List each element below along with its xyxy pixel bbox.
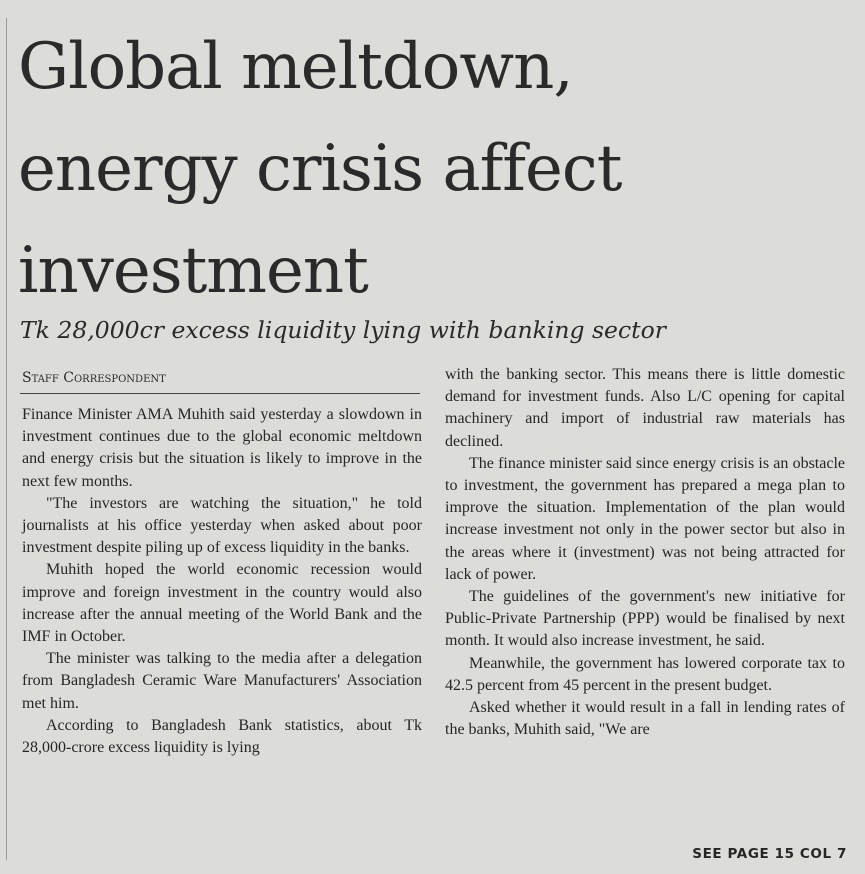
- headline: Global meltdown, energy crisis affect investment: [18, 30, 622, 308]
- article-column-2: [445, 364, 845, 741]
- article-paragraph: "The investors are watching the situation," he told journalists at his office yesterday when asked about poor investment despite piling up of excess liquidity in the banks.: [22, 494, 422, 557]
- article-column-1: [22, 404, 422, 759]
- article-paragraph: Muhith hoped the world economic recession would improve and foreign investment in the country would also increase after the annual meeting of the World Bank and the IMF in October.: [22, 561, 422, 646]
- article-paragraph: Asked whether it would result in a fall in lending rates of the banks, Muhith said, "We are: [445, 699, 845, 739]
- subheadline: Tk 28,000cr excess liquidity lying with banking sector: [20, 316, 666, 344]
- byline: Staff Correspondent: [22, 370, 166, 386]
- article-paragraph: According to Bangladesh Bank statistics, about Tk 28,000-crore excess liquidity is lying: [22, 716, 422, 757]
- article-paragraph: with the banking sector. This means there is little domestic demand for investment funds. Also L/C opening for capital machinery and import of industrial raw materials has declined.: [445, 366, 845, 450]
- article-paragraph: Finance Minister AMA Muhith said yesterday a slowdown in investment continues due to the global economic meltdown and energy crisis but the situation is likely to improve in the next few months.: [22, 406, 422, 490]
- article-paragraph: The guidelines of the government's new initiative for Public-Private Partnership (PPP) would be finalised by next month. It would also increase investment, he said.: [445, 588, 845, 650]
- continuation-reference: SEE PAGE 15 COL 7: [692, 846, 847, 862]
- article-paragraph: The minister was talking to the media after a delegation from Bangladesh Ceramic Ware Manufacturers' Association met him.: [22, 650, 422, 712]
- byline-rule: [20, 393, 420, 394]
- article-paragraph: The finance minister said since energy crisis is an obstacle to investment, the government has prepared a mega plan to improve the situation. Implementation of the plan would increase investment not only in the power sector but also in the areas where it (investment) was not being attracted for lack of power.: [445, 454, 845, 583]
- column-rule: [6, 18, 7, 860]
- article-paragraph: Meanwhile, the government has lowered corporate tax to 42.5 percent from 45 percent in the present budget.: [445, 654, 845, 694]
